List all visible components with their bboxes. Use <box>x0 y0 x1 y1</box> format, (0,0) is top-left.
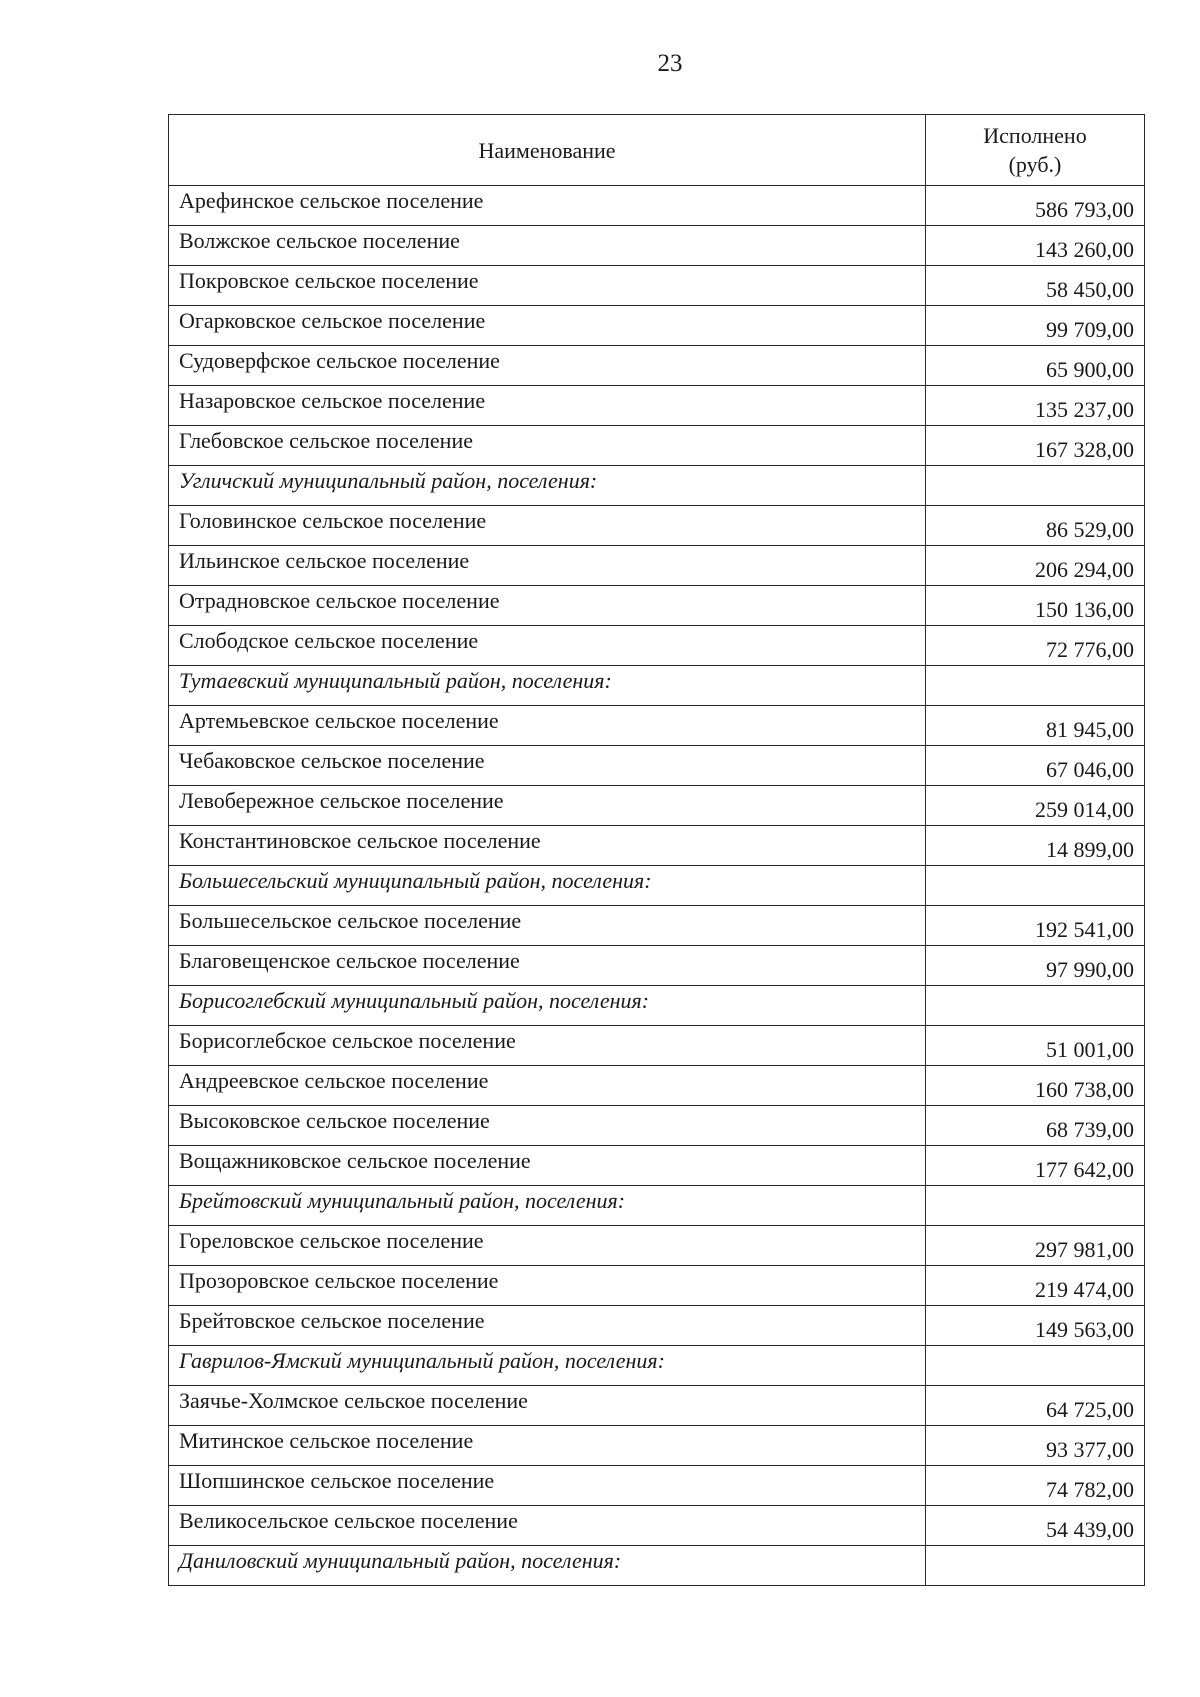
amount-cell: 65 900,00 <box>926 346 1145 386</box>
table-row <box>169 266 1145 306</box>
amount-cell <box>926 666 1145 706</box>
settlement-name-cell: Высоковское сельское поселение <box>169 1106 926 1146</box>
table-row <box>169 1426 1145 1466</box>
table-row <box>169 626 1145 666</box>
settlement-name-cell: Назаровское сельское поселение <box>169 386 926 426</box>
settlement-name-cell: Борисоглебское сельское поселение <box>169 1026 926 1066</box>
table-row <box>169 1106 1145 1146</box>
amount-cell: 149 563,00 <box>926 1306 1145 1346</box>
district-name-cell: Тутаевский муниципальный район, поселения: <box>169 666 926 706</box>
district-name-cell: Брейтовский муниципальный район, поселения: <box>169 1186 926 1226</box>
table-row <box>169 826 1145 866</box>
settlement-name-cell: Вощажниковское сельское поселение <box>169 1146 926 1186</box>
amount-cell: 586 793,00 <box>926 186 1145 226</box>
amount-cell <box>926 1186 1145 1226</box>
settlement-name-cell: Большесельское сельское поселение <box>169 906 926 946</box>
amount-cell: 206 294,00 <box>926 546 1145 586</box>
amount-cell: 150 136,00 <box>926 586 1145 626</box>
settlement-name-cell: Левобережное сельское поселение <box>169 786 926 826</box>
settlement-name-cell: Заячье-Холмское сельское поселение <box>169 1386 926 1426</box>
page-number: 23 <box>657 50 683 77</box>
settlement-name-cell: Константиновское сельское поселение <box>169 826 926 866</box>
settlement-name-cell: Огарковское сельское поселение <box>169 306 926 346</box>
table-row <box>169 786 1145 826</box>
settlement-name-cell: Судоверфское сельское поселение <box>169 346 926 386</box>
settlement-name-cell: Артемьевское сельское поселение <box>169 706 926 746</box>
table-row <box>169 186 1145 226</box>
amount-cell: 64 725,00 <box>926 1386 1145 1426</box>
settlement-name-cell: Отрадновское сельское поселение <box>169 586 926 626</box>
district-name-cell: Даниловский муниципальный район, поселения: <box>169 1546 926 1586</box>
table-row <box>169 1026 1145 1066</box>
amount-cell: 54 439,00 <box>926 1506 1145 1546</box>
amount-cell: 51 001,00 <box>926 1026 1145 1066</box>
table-row <box>169 1386 1145 1426</box>
amount-cell: 86 529,00 <box>926 506 1145 546</box>
table-row <box>169 1146 1145 1186</box>
table-row <box>169 706 1145 746</box>
district-header-row <box>169 866 1145 906</box>
amount-cell: 81 945,00 <box>926 706 1145 746</box>
amount-cell: 135 237,00 <box>926 386 1145 426</box>
table-row <box>169 386 1145 426</box>
amount-cell: 72 776,00 <box>926 626 1145 666</box>
table-row <box>169 586 1145 626</box>
amount-cell: 167 328,00 <box>926 426 1145 466</box>
table-row <box>169 306 1145 346</box>
amount-cell: 97 990,00 <box>926 946 1145 986</box>
amount-cell <box>926 1346 1145 1386</box>
amount-cell: 177 642,00 <box>926 1146 1145 1186</box>
table-row <box>169 546 1145 586</box>
column-header-value-line1: Исполнено <box>983 123 1087 148</box>
amount-cell <box>926 466 1145 506</box>
amount-cell: 219 474,00 <box>926 1266 1145 1306</box>
district-name-cell: Борисоглебский муниципальный район, поселения: <box>169 986 926 1026</box>
settlements-table <box>168 114 1145 1586</box>
column-header-value-line2: (руб.) <box>1008 152 1062 177</box>
settlement-name-cell: Прозоровское сельское поселение <box>169 1266 926 1306</box>
settlement-name-cell: Шопшинское сельское поселение <box>169 1466 926 1506</box>
district-header-row <box>169 986 1145 1026</box>
table-row <box>169 1266 1145 1306</box>
table-row <box>169 506 1145 546</box>
table-row <box>169 1506 1145 1546</box>
table-row <box>169 426 1145 466</box>
table-row <box>169 1066 1145 1106</box>
table-row <box>169 226 1145 266</box>
table-row <box>169 946 1145 986</box>
settlement-name-cell: Великосельское сельское поселение <box>169 1506 926 1546</box>
district-header-row <box>169 666 1145 706</box>
settlement-name-cell: Волжское сельское поселение <box>169 226 926 266</box>
settlement-name-cell: Брейтовское сельское поселение <box>169 1306 926 1346</box>
column-header-value <box>926 115 1145 186</box>
amount-cell: 143 260,00 <box>926 226 1145 266</box>
settlement-name-cell: Благовещенское сельское поселение <box>169 946 926 986</box>
column-header-name: Наименование <box>169 115 926 186</box>
table-row <box>169 1306 1145 1346</box>
district-name-cell: Гаврилов-Ямский муниципальный район, поселения: <box>169 1346 926 1386</box>
settlement-name-cell: Покровское сельское поселение <box>169 266 926 306</box>
table-row <box>169 746 1145 786</box>
district-header-row <box>169 466 1145 506</box>
amount-cell <box>926 986 1145 1026</box>
amount-cell: 259 014,00 <box>926 786 1145 826</box>
amount-cell: 67 046,00 <box>926 746 1145 786</box>
settlement-name-cell: Андреевское сельское поселение <box>169 1066 926 1106</box>
settlement-name-cell: Глебовское сельское поселение <box>169 426 926 466</box>
amount-cell <box>926 866 1145 906</box>
amount-cell: 68 739,00 <box>926 1106 1145 1146</box>
district-header-row <box>169 1186 1145 1226</box>
settlement-name-cell: Головинское сельское поселение <box>169 506 926 546</box>
settlement-name-cell: Ильинское сельское поселение <box>169 546 926 586</box>
table-row <box>169 1226 1145 1266</box>
table-row <box>169 346 1145 386</box>
table-header-row <box>169 115 1145 186</box>
amount-cell: 160 738,00 <box>926 1066 1145 1106</box>
settlement-name-cell: Арефинское сельское поселение <box>169 186 926 226</box>
amount-cell: 58 450,00 <box>926 266 1145 306</box>
settlement-name-cell: Чебаковское сельское поселение <box>169 746 926 786</box>
amount-cell: 74 782,00 <box>926 1466 1145 1506</box>
amount-cell <box>926 1546 1145 1586</box>
district-name-cell: Большесельский муниципальный район, поселения: <box>169 866 926 906</box>
settlement-name-cell: Митинское сельское поселение <box>169 1426 926 1466</box>
amount-cell: 93 377,00 <box>926 1426 1145 1466</box>
table-row <box>169 906 1145 946</box>
district-name-cell: Угличский муниципальный район, поселения: <box>169 466 926 506</box>
amount-cell: 192 541,00 <box>926 906 1145 946</box>
amount-cell: 297 981,00 <box>926 1226 1145 1266</box>
table-body <box>169 186 1145 1586</box>
amount-cell: 99 709,00 <box>926 306 1145 346</box>
settlement-name-cell: Гореловское сельское поселение <box>169 1226 926 1266</box>
table-row <box>169 1466 1145 1506</box>
amount-cell: 14 899,00 <box>926 826 1145 866</box>
district-header-row <box>169 1546 1145 1586</box>
settlement-name-cell: Слободское сельское поселение <box>169 626 926 666</box>
district-header-row <box>169 1346 1145 1386</box>
